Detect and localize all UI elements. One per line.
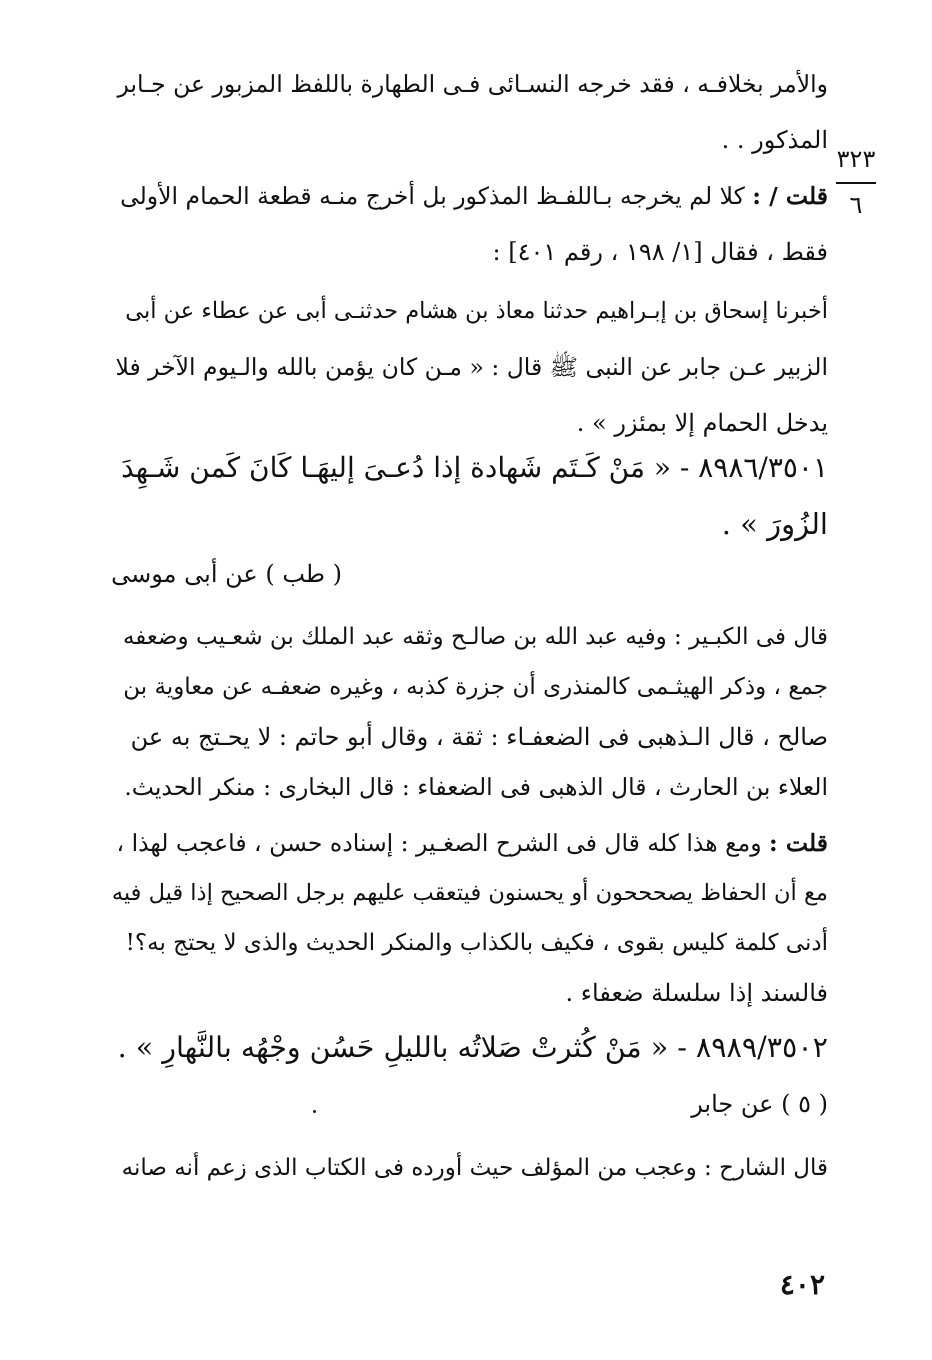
hadith-2 <box>112 1020 828 1076</box>
text-span: كلا لم يخرجه بـاللفـظ المذكور بل أخرج منـه قطعة الحمام الأولى <box>120 182 745 210</box>
margin-ref-bottom: ٦ <box>849 191 863 219</box>
text-line: أدنى كلمة كليس بقوى ، فكيف بالكذاب والمنكر الحديث والذى لا يحتج به؟! <box>125 930 828 956</box>
hadith-2-source: ( ٥ ) عن جابر <box>691 1090 828 1118</box>
paragraph-label: قلت / : <box>752 182 828 210</box>
hadith-line: ٨٩٨٦/٣٥٠١ - « مَنْ كَـتَم شَهادة إذا دُعـىَ إليهَـا كَانَ كَمن شَـهِدَ <box>121 451 828 484</box>
paragraph-5 <box>112 818 828 1018</box>
hadith-line: ٨٩٨٩/٣٥٠٢ - « مَنْ كُثرتْ صَلاتُه بالليلِ حَسُن وجْهُه بالنَّهارِ » . <box>117 1031 828 1064</box>
hadith-1-source: ( طب ) عن أبى موسى <box>111 560 342 588</box>
paragraph-1 <box>112 56 828 168</box>
hadith-1 <box>112 440 828 552</box>
text-line: صالح ، قال الـذهبى فى الضعفـاء : ثقة ، وقال أبو حاتم : لا يحـتج به عن <box>130 723 828 751</box>
text-line: جمع ، وذكر الهيثـمى كالمنذرى أن جزرة كذبه ، وغيره ضعفـه عن معاوية بن <box>123 674 828 700</box>
text-line: قال فى الكبـير : وفيه عبد الله بن صالـح وثقه عبد الملك بن شعـيب وضعفه <box>122 624 828 650</box>
paragraph-label: قلت : <box>769 829 828 857</box>
stray-mark <box>313 1110 316 1113</box>
paragraph-2 <box>112 168 828 280</box>
text-line: أخبرنا إسحاق بن إبـراهيم حدثنا معاذ بن هشام حدثنـى أبى عن عطاء عن أبى <box>125 298 828 324</box>
margin-ref-top: ٣٢٣ <box>836 145 876 173</box>
text-line: المذكور . . <box>721 126 828 154</box>
text-line: فقط ، فقال [١/ ١٩٨ ، رقم ٤٠١] : <box>492 238 828 266</box>
text-line: يدخل الحمام إلا بمئزر » . <box>576 409 828 437</box>
text-line <box>112 818 828 868</box>
text-line: فالسند إذا سلسلة ضعفاء . <box>565 979 828 1007</box>
margin-ref-divider <box>836 182 876 184</box>
paragraph-3 <box>112 283 828 451</box>
margin-reference <box>830 146 882 218</box>
hadith-line: الزُورَ » . <box>721 507 828 541</box>
text-line: الزبير عـن جابر عن النبى ﷺ قال : « مـن كان يؤمن بالله والـيوم الآخر فلا <box>115 353 828 381</box>
text-line: والأمر بخلافـه ، فقد خرجه النسـائى فـى الطهارة باللفظ المزبور عن جـابر <box>117 70 828 98</box>
text-span: ومع هذا كله قال فى الشرح الصغـير : إسناده حسن ، فاعجب لهذا ، <box>116 829 762 857</box>
text-line: مع أن الحفاظ يصحححون أو يحسنون فيتعقب عليهم برجل الصحيح إذا قيل فيه <box>111 880 828 906</box>
page-number: ٤٠٢ <box>779 1268 825 1301</box>
paragraph-4 <box>112 612 828 812</box>
text-line <box>112 168 828 224</box>
text-line: العلاء بن الحارث ، قال الذهبى فى الضعفاء : قال البخارى : منكر الحديث. <box>124 773 828 801</box>
text-line: قال الشارح : وعجب من المؤلف حيث أورده فى الكتاب الذى زعم أنه صانه <box>121 1155 828 1181</box>
paragraph-6 <box>112 1140 828 1196</box>
